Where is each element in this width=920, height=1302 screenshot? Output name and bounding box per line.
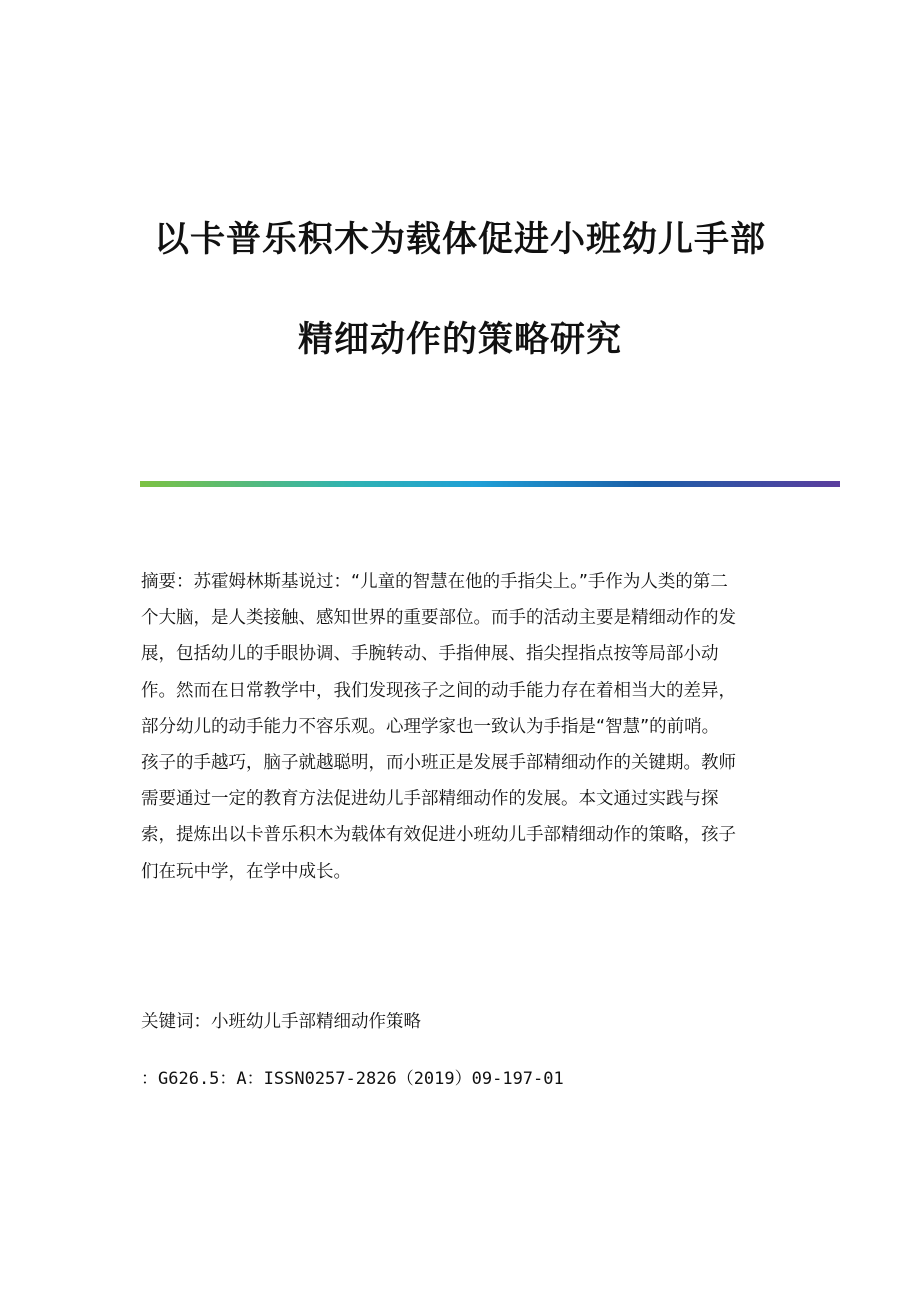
abstract-line: 索，提炼出以卡普乐积木为载体有效促进小班幼儿手部精细动作的策略，孩子: [141, 825, 736, 846]
abstract-paragraph: [141, 564, 781, 890]
keywords: 关键词：小班幼儿手部精细动作策略: [141, 1012, 421, 1032]
abstract-line: 作。然而在日常教学中，我们发现孩子之间的动手能力存在着相当大的差异，: [141, 680, 736, 701]
abstract-line: 们在玩中学，在学中成长。: [141, 861, 351, 882]
abstract-line: 摘要：苏霍姆林斯基说过：“儿童的智慧在他的手指尖上。”手作为人类的第二: [141, 572, 728, 592]
title-line-2: 精细动作的策略研究: [297, 319, 622, 360]
title-line-1: 以卡普乐积木为载体促进小班幼儿手部: [153, 219, 766, 260]
abstract-line: 展，包括幼儿的手眼协调、手腕转动、手指伸展、指尖捏指点按等局部小动: [141, 644, 719, 665]
abstract-line: 需要通过一定的教育方法促进幼儿手部精细动作的发展。本文通过实践与探: [141, 789, 719, 810]
abstract-line: 部分幼儿的动手能力不容乐观。心理学家也一致认为手指是“智慧”的前哨。: [141, 716, 720, 737]
gradient-divider: [140, 481, 840, 487]
classification-code: ：G626.5：A：ISSN0257-2826（2019）09-197-01: [141, 1069, 564, 1089]
abstract-line: 孩子的手越巧，脑子就越聪明，而小班正是发展手部精细动作的关键期。教师: [141, 752, 736, 773]
abstract-line: 个大脑，是人类接触、感知世界的重要部位。而手的活动主要是精细动作的发: [141, 608, 736, 629]
